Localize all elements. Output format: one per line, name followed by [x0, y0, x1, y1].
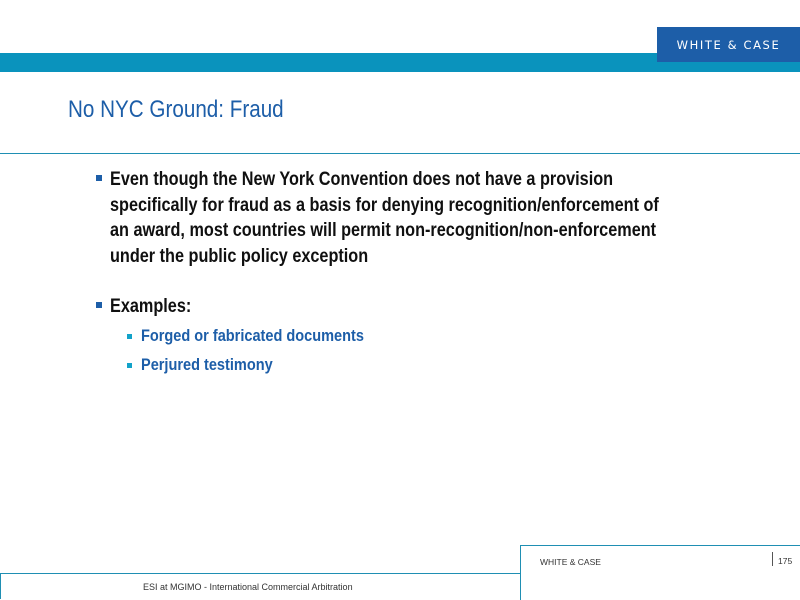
slide-title: No NYC Ground: Fraud: [68, 96, 284, 123]
page-number: 175: [778, 556, 793, 566]
footer-divider: [520, 545, 800, 546]
bullet-line: Even though the New York Convention does not have a provision: [110, 169, 614, 190]
square-bullet-icon: [96, 302, 102, 308]
bullet-line: an award, most countries will permit non-recognition/non-enforcement: [110, 220, 657, 242]
bullet-line: under the public policy exception: [110, 245, 369, 267]
sub-bullet-icon: [127, 334, 132, 339]
footer-course-title: ESI at MGIMO - International Commercial Arbitration: [143, 582, 353, 592]
bullet-text: [110, 294, 191, 320]
bullet-text: [110, 167, 659, 269]
footer-firm-name: WHITE & CASE: [540, 557, 601, 567]
bullet-line: specifically for fraud as a basis for denying recognition/enforcement of: [110, 194, 659, 216]
page-number-separator: [772, 552, 773, 566]
firm-logo-text: WHITE & CASE: [676, 37, 781, 52]
sub-bullet-perjured-testimony: Perjured testimony: [141, 355, 273, 374]
bullet-line: Examples:: [110, 296, 192, 317]
sub-bullet-forged-documents: Forged or fabricated documents: [141, 326, 364, 345]
sub-bullet-icon: [127, 363, 132, 368]
square-bullet-icon: [96, 175, 102, 181]
